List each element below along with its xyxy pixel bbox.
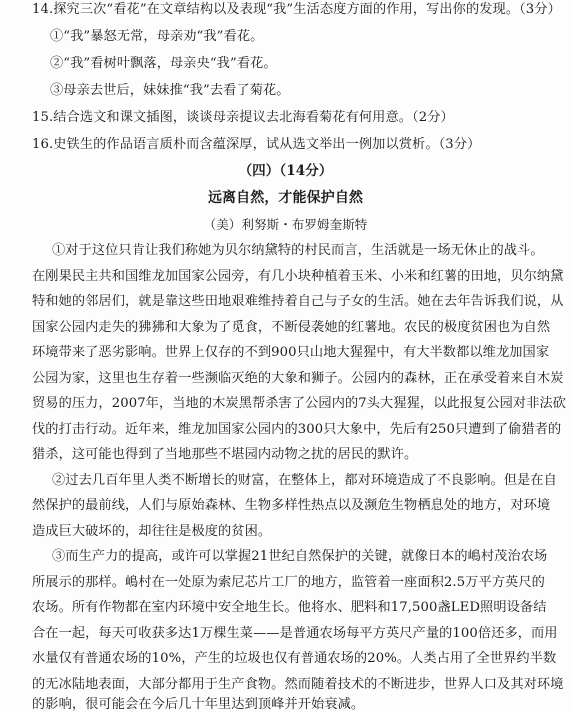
paragraph-3-line: 的影响，很可能会在今后几十年里达到顶峰并开始衰减。 [32, 697, 365, 712]
paragraph-3-line: 水量仅有普通农场的10%，产生的垃圾也仅有普通农场的20%。人类占用了全世界约半数 [32, 651, 557, 666]
paragraph-1-line: 特和她的邻居们，就是靠这些田地艰难维持着自己与子女的生活。她在去年告诉我们说，从 [32, 294, 564, 309]
question-14-option-2: ②“我”看树叶飘落，母亲央“我”看花。 [50, 56, 277, 71]
paragraph-2-line: 然保护的最前线，人们与原始森林、生物多样性热点以及濒危生物栖息处的地方，对环境 [32, 498, 551, 513]
paragraph-1-line: 伐的打击行动。近年来，维龙加国家公园内的300只大象中，先后有250只遭到了偷猎者的 [32, 422, 562, 437]
section-heading: （四）（14分） [238, 163, 333, 179]
paragraph-1-line: 在刚果民主共和国维龙加国家公园旁，有几小块种植着玉米、小米和红薯的田地，贝尔纳黛 [32, 269, 564, 284]
paragraph-3-line: 合在一起，每天可收获多达1万棵生菜——是普通农场每平方英尺产量的100倍还多，而用 [32, 626, 558, 641]
paragraph-1-line: 国家公园内走失的狒狒和大象为了觅食，不断侵袭她的红薯地。农民的极度贫困也为自然 [32, 320, 551, 335]
paragraph-3-line: 农场。所有作物都在室内环境中安全地生长。他将水、肥料和17,500盏LED照明设备结 [32, 600, 547, 615]
paragraph-1-line: 环境带来了恶劣影响。世界上仅存的不到900只山地大猩猩中，有大半数都以维龙加国家 [32, 345, 550, 360]
paragraph-1-line: 公园为家，这里也生存着一些濒临灭绝的大象和狮子。公园内的森林，正在承受着来自木炭 [32, 371, 564, 386]
question-15: 15.结合选文和课文插图，谈谈母亲提议去北海看菊花有何用意。（2分） [32, 110, 454, 125]
paragraph-2-line: ②过去几百年里人类不断增长的财富，在整体上，都对环境造成了不良影响。但是在自 [52, 473, 557, 488]
question-14-option-1: ①“我”暴怒无常，母亲劝“我”看花。 [50, 29, 264, 44]
paragraph-1-line: 贸易的压力，2007年，当地的木炭黑帮杀害了公园内的7头大猩猩，以此报复公园对非法砍 [32, 396, 567, 411]
paragraph-1-line: ①对于这位只肯让我们称她为贝尔纳黛特的村民而言，生活就是一场无休止的战斗。 [52, 243, 544, 258]
paragraph-3-line: 的无冰陆地表面，大部分都用于生产食物。然而随着技术的不断进步，世界人口及其对环境 [32, 677, 564, 692]
paragraph-3-line: ③而生产力的提高，或许可以掌握21世纪自然保护的关键，就像日本的嶋村茂治农场 [52, 549, 548, 564]
paragraph-3-line: 所展示的那样。嶋村在一处原为索尼芯片工厂的地方，监管着一座面积2.5万平方英尺的 [32, 575, 545, 590]
article-title: 远离自然，才能保护自然 [207, 190, 364, 206]
question-14: 14.探究三次“看花”在文章结构以及表现“我”生活态度方面的作用，写出你的发现。（3分） [32, 2, 561, 17]
paragraph-1-line: 猎杀，这可能也得到了当地那些不堪园内动物之扰的居民的默许。 [32, 447, 418, 462]
paragraph-2-line: 造成巨大破坏的，却往往是极度的贫困。 [32, 524, 272, 539]
question-16: 16.史铁生的作品语言质朴而含蕴深厚，试从选文举出一例加以赏析。（3分） [32, 137, 481, 152]
question-14-option-3: ③母亲去世后，妹妹推“我”去看了菊花。 [50, 83, 290, 98]
article-author: （美）利努斯・布罗姆奎斯特 [203, 217, 368, 232]
